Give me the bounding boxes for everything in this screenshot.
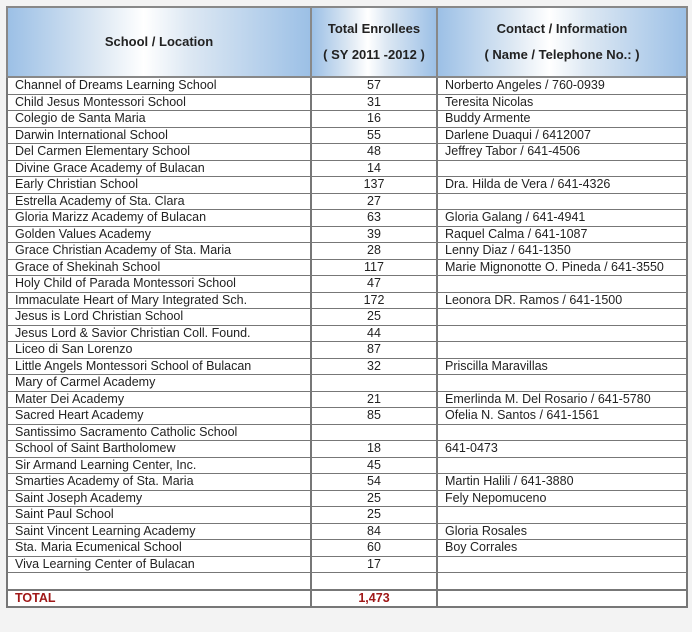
contact-cell: Gloria Galang / 641-4941: [437, 210, 687, 227]
contact-cell: Fely Nepomuceno: [437, 490, 687, 507]
contact-cell: [437, 424, 687, 441]
table-row: [7, 375, 687, 392]
school-cell: Colegio de Santa Maria: [7, 111, 311, 128]
table-row: [7, 507, 687, 524]
school-cell: Mary of Carmel Academy: [7, 375, 311, 392]
enrollees-cell: 32: [311, 358, 437, 375]
table-row: [7, 523, 687, 540]
enrollees-cell: 60: [311, 540, 437, 557]
table-row: [7, 210, 687, 227]
school-cell: Channel of Dreams Learning School: [7, 77, 311, 94]
contact-cell: [437, 573, 687, 590]
school-cell: Estrella Academy of Sta. Clara: [7, 193, 311, 210]
table-row: [7, 177, 687, 194]
school-cell: Viva Learning Center of Bulacan: [7, 556, 311, 573]
table-row: [7, 540, 687, 557]
contact-cell: [437, 193, 687, 210]
contact-cell: Raquel Calma / 641-1087: [437, 226, 687, 243]
school-cell: Saint Joseph Academy: [7, 490, 311, 507]
enrollees-cell: 14: [311, 160, 437, 177]
school-cell: Sacred Heart Academy: [7, 408, 311, 425]
school-cell: Early Christian School: [7, 177, 311, 194]
table-row: [7, 111, 687, 128]
contact-cell: [437, 276, 687, 293]
school-cell: Santissimo Sacramento Catholic School: [7, 424, 311, 441]
enrollees-cell: 18: [311, 441, 437, 458]
school-cell: Del Carmen Elementary School: [7, 144, 311, 161]
school-cell: Holy Child of Parada Montessori School: [7, 276, 311, 293]
table-row: [7, 243, 687, 260]
contact-cell: Emerlinda M. Del Rosario / 641-5780: [437, 391, 687, 408]
school-cell: Grace Christian Academy of Sta. Maria: [7, 243, 311, 260]
school-cell: Immaculate Heart of Mary Integrated Sch.: [7, 292, 311, 309]
contact-cell: 641-0473: [437, 441, 687, 458]
contact-cell: Boy Corrales: [437, 540, 687, 557]
school-cell: Mater Dei Academy: [7, 391, 311, 408]
table-row: [7, 441, 687, 458]
contact-cell: Ofelia N. Santos / 641-1561: [437, 408, 687, 425]
contact-cell: Norberto Angeles / 760-0939: [437, 77, 687, 94]
enrollees-cell: 117: [311, 259, 437, 276]
school-cell: Darwin International School: [7, 127, 311, 144]
enrollees-cell: 16: [311, 111, 437, 128]
contact-cell: Priscilla Maravillas: [437, 358, 687, 375]
contact-cell: Martin Halili / 641-3880: [437, 474, 687, 491]
contact-cell: [437, 342, 687, 359]
contact-cell: [437, 325, 687, 342]
contact-cell: Teresita Nicolas: [437, 94, 687, 111]
school-cell: Grace of Shekinah School: [7, 259, 311, 276]
table-row: [7, 342, 687, 359]
school-cell: Saint Vincent Learning Academy: [7, 523, 311, 540]
enrollees-cell: 28: [311, 243, 437, 260]
school-cell: Gloria Marizz Academy of Bulacan: [7, 210, 311, 227]
enrollees-cell: 25: [311, 490, 437, 507]
enrollees-cell: 57: [311, 77, 437, 94]
table-row: [7, 474, 687, 491]
contact-cell: [437, 556, 687, 573]
school-cell: Golden Values Academy: [7, 226, 311, 243]
enrollees-cell: 55: [311, 127, 437, 144]
header-contact: Contact / Information ( Name / Telephone No.: ): [437, 7, 687, 77]
table-row: [7, 309, 687, 326]
table-row: [7, 358, 687, 375]
enrollment-table: [6, 6, 688, 608]
table-row: [7, 259, 687, 276]
total-label: TOTAL: [7, 590, 311, 608]
enrollees-cell: 25: [311, 309, 437, 326]
contact-cell: Dra. Hilda de Vera / 641-4326: [437, 177, 687, 194]
enrollees-cell: 27: [311, 193, 437, 210]
school-cell: School of Saint Bartholomew: [7, 441, 311, 458]
header-school: School / Location: [7, 7, 311, 77]
enrollees-cell: [311, 573, 437, 590]
school-cell: Little Angels Montessori School of Bulacan: [7, 358, 311, 375]
school-cell: Liceo di San Lorenzo: [7, 342, 311, 359]
enrollees-cell: 87: [311, 342, 437, 359]
table-row: [7, 325, 687, 342]
header-enrollees: Total Enrollees ( SY 2011 -2012 ): [311, 7, 437, 77]
table-row: [7, 193, 687, 210]
table-row: [7, 160, 687, 177]
school-cell: Jesus Lord & Savior Christian Coll. Found.: [7, 325, 311, 342]
table-row: [7, 144, 687, 161]
contact-cell: [437, 309, 687, 326]
contact-cell: Darlene Duaqui / 6412007: [437, 127, 687, 144]
table-row: [7, 391, 687, 408]
table-row: [7, 457, 687, 474]
total-row: [7, 590, 687, 608]
table-row: [7, 556, 687, 573]
enrollees-cell: 31: [311, 94, 437, 111]
enrollees-cell: 25: [311, 507, 437, 524]
contact-cell: [437, 160, 687, 177]
enrollees-cell: 21: [311, 391, 437, 408]
table-row: [7, 408, 687, 425]
enrollees-cell: 44: [311, 325, 437, 342]
enrollees-cell: 54: [311, 474, 437, 491]
enrollees-cell: 84: [311, 523, 437, 540]
contact-cell: Lenny Diaz / 641-1350: [437, 243, 687, 260]
enrollees-cell: [311, 424, 437, 441]
contact-cell: Buddy Armente: [437, 111, 687, 128]
enrollees-cell: 39: [311, 226, 437, 243]
enrollees-cell: [311, 375, 437, 392]
contact-cell: [437, 507, 687, 524]
school-cell: Jesus is Lord Christian School: [7, 309, 311, 326]
school-cell: Sta. Maria Ecumenical School: [7, 540, 311, 557]
table-row: [7, 77, 687, 94]
contact-cell: [437, 375, 687, 392]
school-cell: Smarties Academy of Sta. Maria: [7, 474, 311, 491]
table-row: [7, 490, 687, 507]
school-cell: Divine Grace Academy of Bulacan: [7, 160, 311, 177]
table-row: [7, 424, 687, 441]
enrollees-cell: 47: [311, 276, 437, 293]
table-row: [7, 127, 687, 144]
school-cell: Child Jesus Montessori School: [7, 94, 311, 111]
enrollees-cell: 172: [311, 292, 437, 309]
school-cell: Sir Armand Learning Center, Inc.: [7, 457, 311, 474]
total-contact: [437, 590, 687, 608]
contact-cell: Leonora DR. Ramos / 641-1500: [437, 292, 687, 309]
contact-cell: Gloria Rosales: [437, 523, 687, 540]
enrollees-cell: 48: [311, 144, 437, 161]
table-row: [7, 94, 687, 111]
enrollees-cell: 17: [311, 556, 437, 573]
enrollees-cell: 45: [311, 457, 437, 474]
school-cell: Saint Paul School: [7, 507, 311, 524]
total-value: 1,473: [311, 590, 437, 608]
enrollees-cell: 63: [311, 210, 437, 227]
school-cell: [7, 573, 311, 590]
enrollees-cell: 85: [311, 408, 437, 425]
table-row: [7, 276, 687, 293]
table-row: [7, 573, 687, 590]
table-row: [7, 292, 687, 309]
enrollees-cell: 137: [311, 177, 437, 194]
contact-cell: Marie Mignonotte O. Pineda / 641-3550: [437, 259, 687, 276]
contact-cell: [437, 457, 687, 474]
table-row: [7, 226, 687, 243]
contact-cell: Jeffrey Tabor / 641-4506: [437, 144, 687, 161]
